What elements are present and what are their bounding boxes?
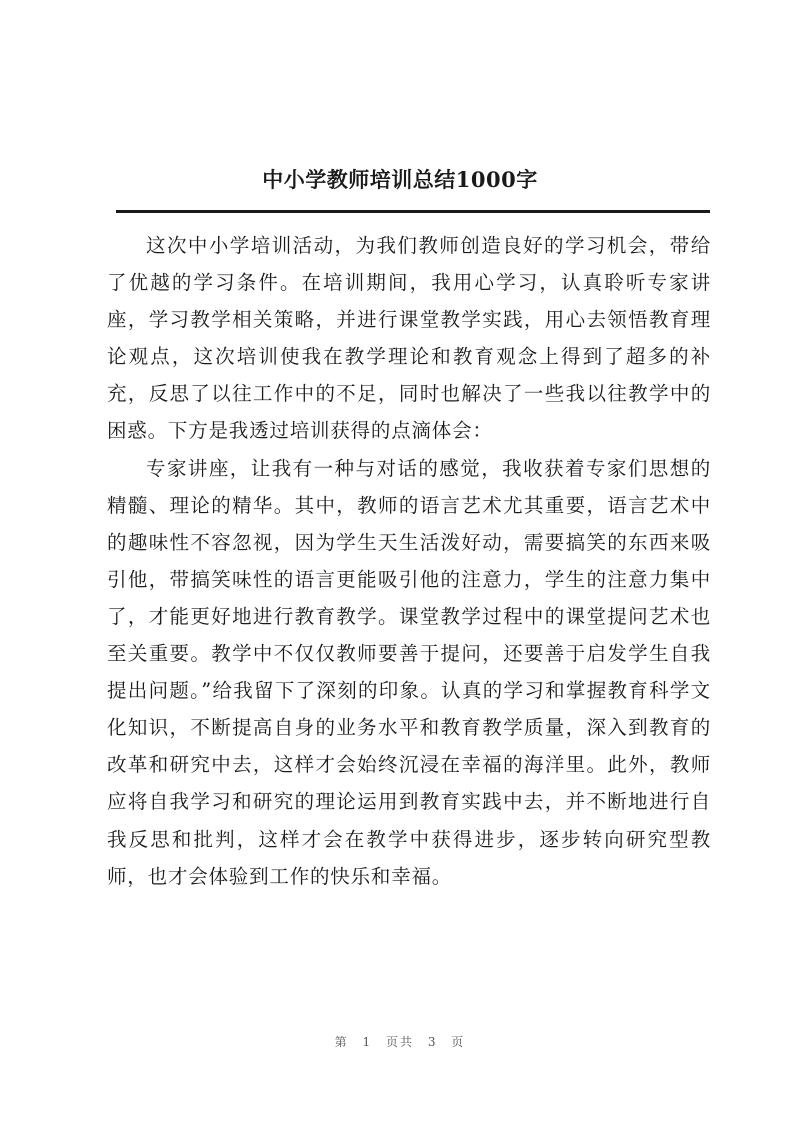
document-body xyxy=(107,227,711,895)
document-title: 中小学教师培训总结1000字 xyxy=(262,167,538,192)
total-page-count: 3 xyxy=(427,1035,438,1049)
paragraph-2: 专家讲座，让我有一种与对话的感觉，我收获着专家们思想的精髓、理论的精华。其中，教师的语言艺术尤其重要，语言艺术中的趣味性不容忽视，因为学生天生活泼好动，需要搞笑的东西来吸引他，带搞笑味性的语言更能吸引他的注意力，学生的注意力集中了，才能更好地进行教育教学。课堂教学过程中的课堂提问艺术也至关重要。教学中不仅仅教师要善于提问，还要善于启发学生自我提出问题。”给我留下了深刻的印象。认真的学习和掌握教育科学文化知识，不断提高自身的业务水平和教育教学质量，深入到教育的改革和研究中去，这样才会始终沉浸在幸福的海洋里。此外，教师应将自我学习和研究的理论运用到教育实践中去，并不断地进行自我反思和批判，这样才会在教学中获得进步，逐步转向研究型教师，也才会体验到工作的快乐和幸福。 xyxy=(107,456,711,888)
page-number-footer xyxy=(0,1033,800,1050)
footer-suffix: 页 xyxy=(451,1035,466,1049)
footer-prefix: 第 xyxy=(334,1035,349,1049)
current-page-number: 1 xyxy=(362,1035,373,1049)
footer-middle: 页共 xyxy=(385,1035,414,1049)
paragraph-1: 这次中小学培训活动，为我们教师创造良好的学习机会，带给了优越的学习条件。在培训期间，我用心学习，认真聆听专家讲座，学习教学相关策略，并进行课堂教学实践，用心去领悟教育理论观点，这次培训使我在教学理论和教育观念上得到了超多的补充，反思了以往工作中的不足，同时也解决了一些我以往教学中的困惑。下方是我透过培训获得的点滴体会： xyxy=(107,234,711,443)
title-divider xyxy=(116,210,710,213)
